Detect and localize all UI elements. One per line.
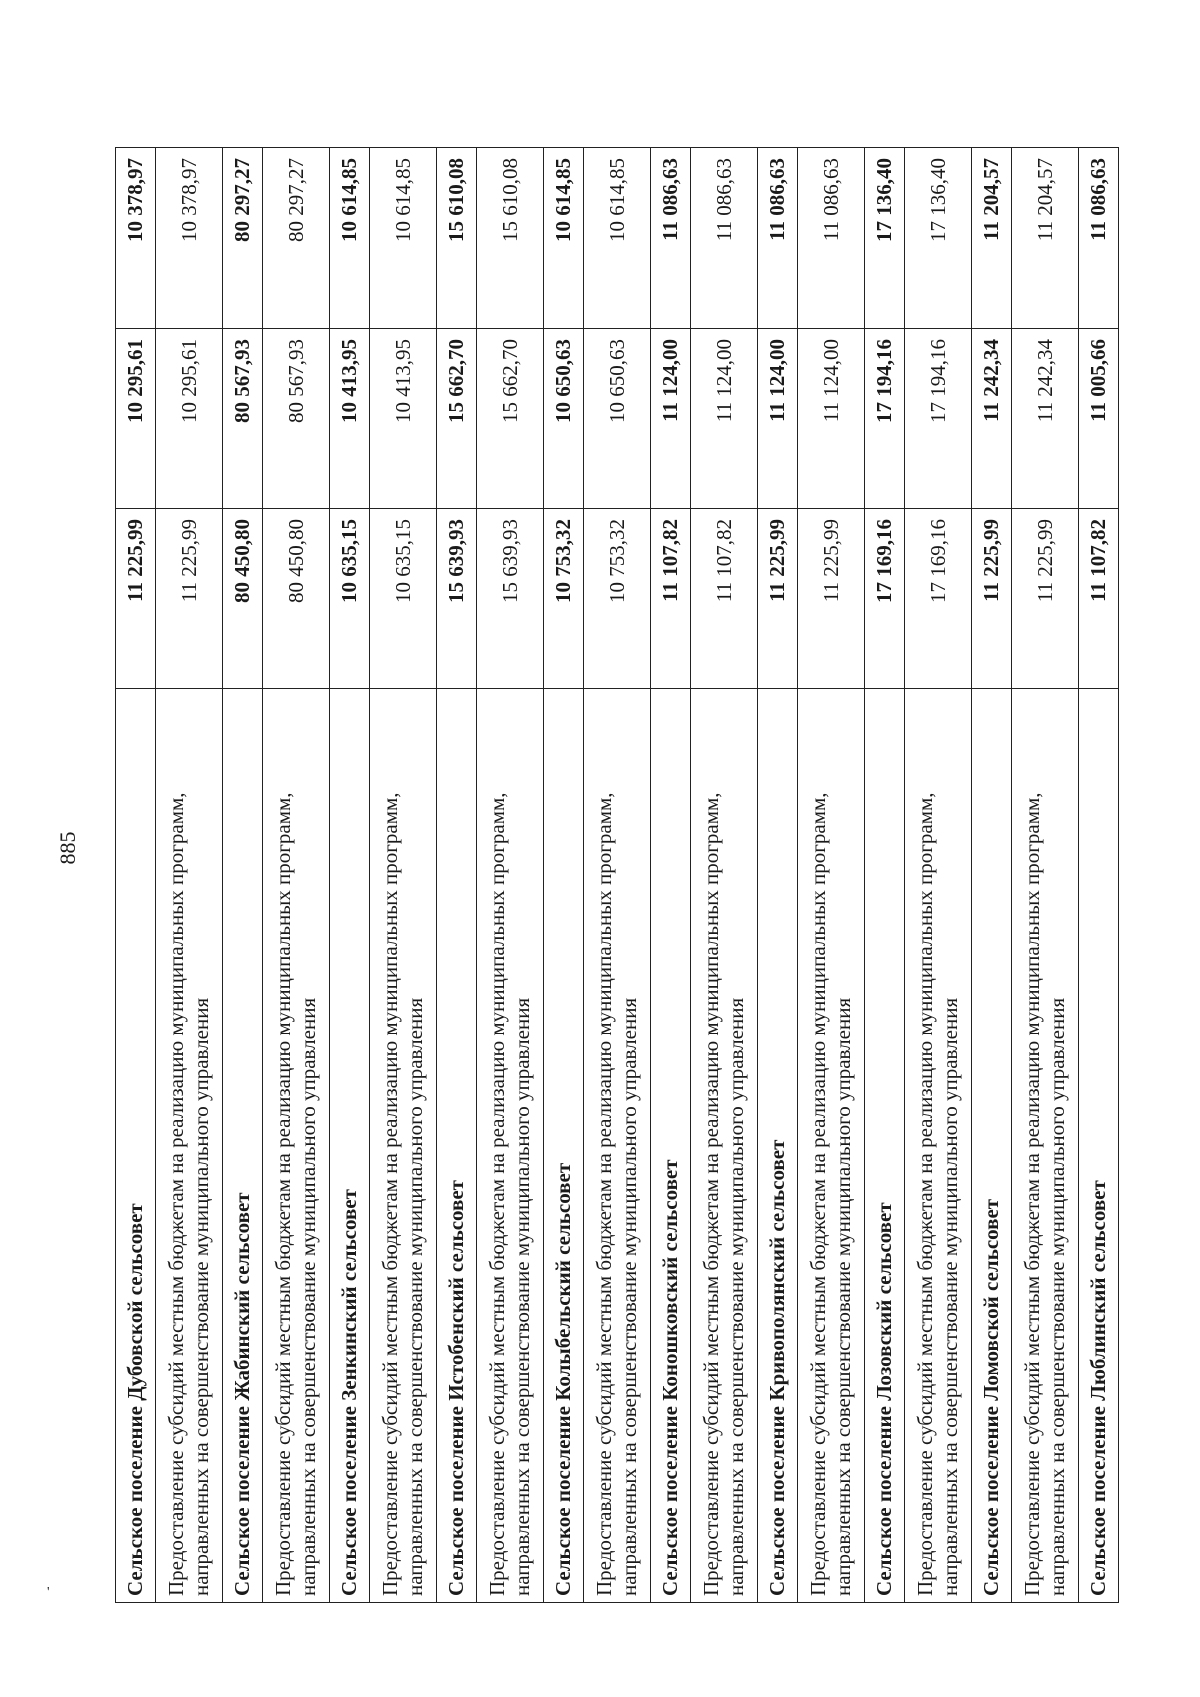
row-name-cell: Предоставление субсидий местным бюджетам на реализацию муниципальных программ, направленных на совершенствование муниципального управления <box>263 689 330 1603</box>
value-cell-3: 80 297,27 <box>263 148 330 329</box>
row-name-cell: Сельское поселение Жабинский сельсовет <box>223 689 263 1603</box>
value-cell-2: 11 124,00 <box>651 329 691 509</box>
value-cell-2: 10 650,63 <box>584 329 651 509</box>
value-cell-1: 11 107,82 <box>1079 509 1119 689</box>
settlement-header-row <box>1079 148 1119 1603</box>
subsidy-detail-row <box>370 148 437 1603</box>
value-cell-3: 17 136,40 <box>905 148 972 329</box>
value-cell-2: 15 662,70 <box>437 329 477 509</box>
subsidy-detail-row <box>584 148 651 1603</box>
subsidy-detail-row <box>691 148 758 1603</box>
row-name-cell: Предоставление субсидий местным бюджетам на реализацию муниципальных программ, направленных на совершенствование муниципального управления <box>584 689 651 1603</box>
settlement-header-row <box>223 148 263 1603</box>
value-cell-2: 11 005,66 <box>1079 329 1119 509</box>
row-name-cell: Сельское поселение Зенкинский сельсовет <box>330 689 370 1603</box>
subsidy-detail-row <box>905 148 972 1603</box>
row-name-cell: Предоставление субсидий местным бюджетам на реализацию муниципальных программ, направленных на совершенствование муниципального управления <box>477 689 544 1603</box>
settlement-header-row <box>437 148 477 1603</box>
value-cell-2: 10 413,95 <box>330 329 370 509</box>
value-cell-1: 11 107,82 <box>651 509 691 689</box>
value-cell-3: 80 297,27 <box>223 148 263 329</box>
row-name-cell: Предоставление субсидий местным бюджетам на реализацию муниципальных программ, направленных на совершенствование муниципального управления <box>691 689 758 1603</box>
page-number: 885 <box>55 831 80 865</box>
value-cell-3: 10 614,85 <box>370 148 437 329</box>
row-name-cell: Сельское поселение Дубовской сельсовет <box>116 689 156 1603</box>
value-cell-1: 11 225,99 <box>1012 509 1079 689</box>
value-cell-1: 11 225,99 <box>156 509 223 689</box>
value-cell-3: 15 610,08 <box>437 148 477 329</box>
value-cell-2: 17 194,16 <box>905 329 972 509</box>
value-cell-3: 11 086,63 <box>758 148 798 329</box>
value-cell-1: 10 753,32 <box>584 509 651 689</box>
value-cell-2: 80 567,93 <box>263 329 330 509</box>
value-cell-1: 15 639,93 <box>477 509 544 689</box>
value-cell-3: 11 204,57 <box>1012 148 1079 329</box>
budget-table <box>115 147 1119 1603</box>
scan-mark: ' <box>47 1585 50 1600</box>
value-cell-3: 11 086,63 <box>1079 148 1119 329</box>
settlement-header-row <box>972 148 1012 1603</box>
value-cell-3: 10 614,85 <box>544 148 584 329</box>
row-name-cell: Сельское поселение Коношковский сельсовет <box>651 689 691 1603</box>
value-cell-1: 11 225,99 <box>116 509 156 689</box>
row-name-cell: Предоставление субсидий местным бюджетам на реализацию муниципальных программ, направленных на совершенствование муниципального управления <box>156 689 223 1603</box>
settlement-header-row <box>544 148 584 1603</box>
value-cell-1: 10 753,32 <box>544 509 584 689</box>
settlement-header-row <box>865 148 905 1603</box>
value-cell-1: 11 225,99 <box>798 509 865 689</box>
value-cell-2: 11 242,34 <box>972 329 1012 509</box>
row-name-cell: Сельское поселение Ломовской сельсовет <box>972 689 1012 1603</box>
row-name-cell: Сельское поселение Лозовский сельсовет <box>865 689 905 1603</box>
value-cell-1: 11 225,99 <box>972 509 1012 689</box>
value-cell-3: 11 086,63 <box>691 148 758 329</box>
row-name-cell: Сельское поселение Колыбельский сельсовет <box>544 689 584 1603</box>
settlement-header-row <box>651 148 691 1603</box>
value-cell-3: 11 086,63 <box>798 148 865 329</box>
value-cell-3: 17 136,40 <box>865 148 905 329</box>
value-cell-2: 10 650,63 <box>544 329 584 509</box>
settlement-header-row <box>116 148 156 1603</box>
value-cell-2: 11 242,34 <box>1012 329 1079 509</box>
row-name-cell: Предоставление субсидий местным бюджетам на реализацию муниципальных программ, направленных на совершенствование муниципального управления <box>905 689 972 1603</box>
value-cell-1: 80 450,80 <box>263 509 330 689</box>
value-cell-2: 10 413,95 <box>370 329 437 509</box>
value-cell-1: 80 450,80 <box>223 509 263 689</box>
settlement-header-row <box>758 148 798 1603</box>
value-cell-3: 11 086,63 <box>651 148 691 329</box>
value-cell-2: 17 194,16 <box>865 329 905 509</box>
value-cell-1: 10 635,15 <box>330 509 370 689</box>
value-cell-3: 10 614,85 <box>584 148 651 329</box>
table-body <box>116 148 1119 1603</box>
rotated-table-container <box>115 148 1111 1603</box>
subsidy-detail-row <box>263 148 330 1603</box>
value-cell-1: 10 635,15 <box>370 509 437 689</box>
value-cell-1: 17 169,16 <box>905 509 972 689</box>
value-cell-3: 10 378,97 <box>156 148 223 329</box>
value-cell-2: 11 124,00 <box>798 329 865 509</box>
row-name-cell: Предоставление субсидий местным бюджетам на реализацию муниципальных программ, направленных на совершенствование муниципального управления <box>1012 689 1079 1603</box>
row-name-cell: Сельское поселение Люблинский сельсовет <box>1079 689 1119 1603</box>
value-cell-2: 80 567,93 <box>223 329 263 509</box>
value-cell-2: 15 662,70 <box>477 329 544 509</box>
value-cell-1: 11 225,99 <box>758 509 798 689</box>
value-cell-3: 10 614,85 <box>330 148 370 329</box>
row-name-cell: Предоставление субсидий местным бюджетам на реализацию муниципальных программ, направленных на совершенствование муниципального управления <box>370 689 437 1603</box>
value-cell-2: 10 295,61 <box>156 329 223 509</box>
value-cell-2: 10 295,61 <box>116 329 156 509</box>
value-cell-2: 11 124,00 <box>691 329 758 509</box>
value-cell-1: 17 169,16 <box>865 509 905 689</box>
row-name-cell: Сельское поселение Кривополянский сельсовет <box>758 689 798 1603</box>
subsidy-detail-row <box>1012 148 1079 1603</box>
value-cell-1: 15 639,93 <box>437 509 477 689</box>
value-cell-3: 10 378,97 <box>116 148 156 329</box>
row-name-cell: Сельское поселение Истобенский сельсовет <box>437 689 477 1603</box>
value-cell-3: 11 204,57 <box>972 148 1012 329</box>
subsidy-detail-row <box>798 148 865 1603</box>
row-name-cell: Предоставление субсидий местным бюджетам на реализацию муниципальных программ, направленных на совершенствование муниципального управления <box>798 689 865 1603</box>
settlement-header-row <box>330 148 370 1603</box>
value-cell-1: 11 107,82 <box>691 509 758 689</box>
value-cell-2: 11 124,00 <box>758 329 798 509</box>
subsidy-detail-row <box>156 148 223 1603</box>
subsidy-detail-row <box>477 148 544 1603</box>
value-cell-3: 15 610,08 <box>477 148 544 329</box>
